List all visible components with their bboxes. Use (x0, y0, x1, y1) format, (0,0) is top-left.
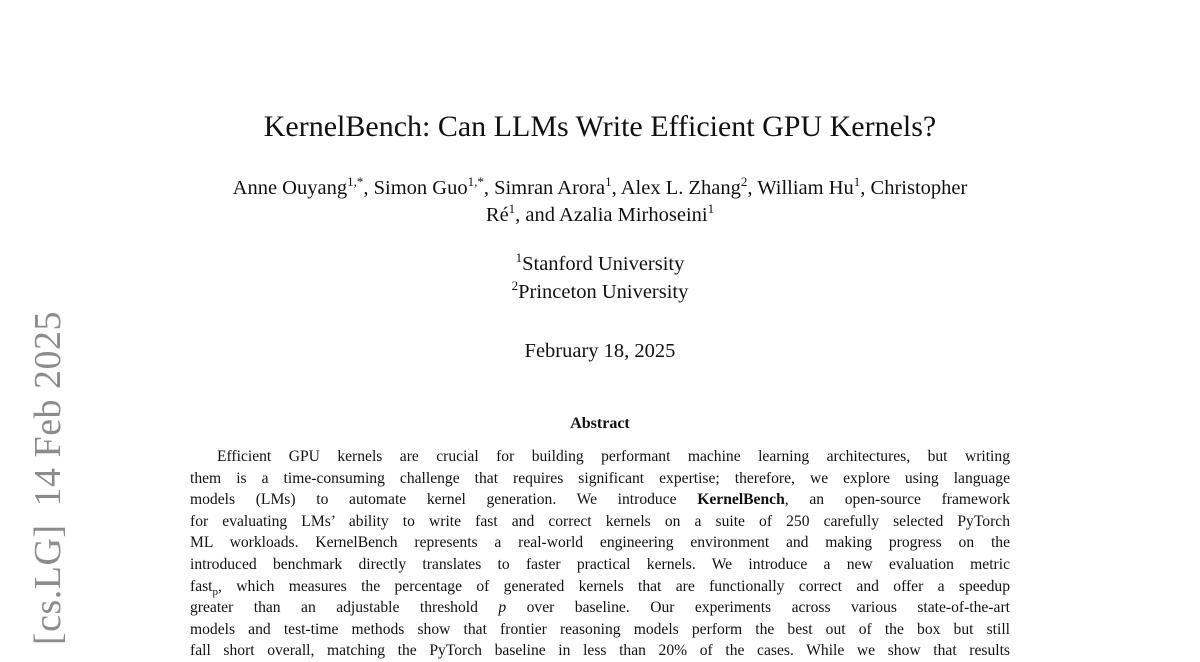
author-name: Simon Guo (373, 177, 468, 199)
author-name: Anne Ouyang (232, 177, 348, 199)
author-name: William Hu (757, 177, 854, 199)
abstract-line (190, 489, 1010, 511)
abstract-subscript: p (212, 585, 219, 598)
author-affiliation-mark: 1 (605, 174, 612, 190)
author-affiliation-mark: 1 (853, 174, 861, 190)
affiliation-name: Princeton University (518, 281, 689, 303)
arxiv-category: [cs.LG] (27, 524, 69, 646)
author-separator: , (747, 177, 758, 199)
abstract-body (190, 446, 1010, 662)
abstract-line: models and test-time methods show that frontier reasoning models perform the best out of the box but still (190, 620, 1010, 638)
affiliation (0, 250, 1200, 278)
abstract-text: over baseline. Our experiments across various state-of-the-art (506, 599, 1010, 617)
author-name: Ré (485, 204, 509, 226)
abstract-line: fall short overall, matching the PyTorch baseline in less than 20% of the cases. While we show that results (190, 642, 1010, 660)
author-affiliation-mark: 1 (508, 201, 516, 217)
author-separator: , (363, 177, 374, 199)
abstract-line: introduced benchmark directly translates to faster practical kernels. We introduce a new evaluation metric (190, 555, 1010, 573)
abstract-line: them is a time-consuming challenge that requires significant expertise; therefore, we explore using language (190, 469, 1010, 487)
author-separator: , (483, 177, 495, 199)
abstract-text: , which measures the percentage of generated kernels that are functionally correct and offer a speedup (218, 577, 1010, 595)
abstract-text: greater than an adjustable threshold (190, 599, 499, 617)
author-name: and Azalia Mirhoseini (525, 204, 708, 226)
abstract-line (190, 576, 1010, 598)
abstract-line: ML workloads. KernelBench represents a real-world engineering environment and making progress on the (190, 534, 1010, 552)
affiliation-name: Stanford University (522, 253, 685, 275)
author-affiliation-mark: 1,* (467, 174, 484, 190)
abstract-text: models (LMs) to automate kernel generation. We introduce (190, 491, 698, 509)
paper-title: KernelBench: Can LLMs Write Efficient GPU Kernels? (263, 110, 937, 143)
author-affiliation-mark: 1 (707, 201, 715, 217)
abstract-line: for evaluating LMs’ ability to write fast and correct kernels on a suite of 250 carefully selected PyTorch (190, 512, 1010, 530)
author-separator: , (860, 177, 871, 199)
paper-date: February 18, 2025 (524, 340, 676, 362)
author-name: Christopher (870, 177, 968, 199)
affiliation-mark: 1 (515, 250, 523, 266)
author-line-1 (140, 175, 1060, 202)
abstract-text: , an open-source framework (784, 491, 1011, 509)
arxiv-date: 14 Feb 2025 (27, 310, 69, 507)
author-name: Alex L. Zhang (620, 177, 741, 199)
abstract-line: Efficient GPU kernels are crucial for building performant machine learning architectures, but writing (217, 448, 1010, 465)
abstract-line (190, 597, 1010, 619)
affiliation-list (0, 250, 1200, 306)
abstract-heading: Abstract (570, 415, 630, 432)
affiliation (0, 278, 1200, 306)
author-list (140, 175, 1060, 229)
author-name: Simran Arora (494, 177, 606, 199)
author-separator: , (515, 204, 526, 226)
affiliation-mark: 2 (511, 278, 519, 294)
abstract-italic-var: p (498, 599, 507, 617)
author-separator: , (611, 177, 621, 199)
abstract-bold-term: KernelBench (697, 491, 785, 509)
author-line-2 (140, 202, 1060, 229)
author-affiliation-mark: 1,* (347, 174, 364, 190)
abstract-text: fast (190, 577, 213, 595)
author-affiliation-mark: 2 (740, 174, 748, 190)
